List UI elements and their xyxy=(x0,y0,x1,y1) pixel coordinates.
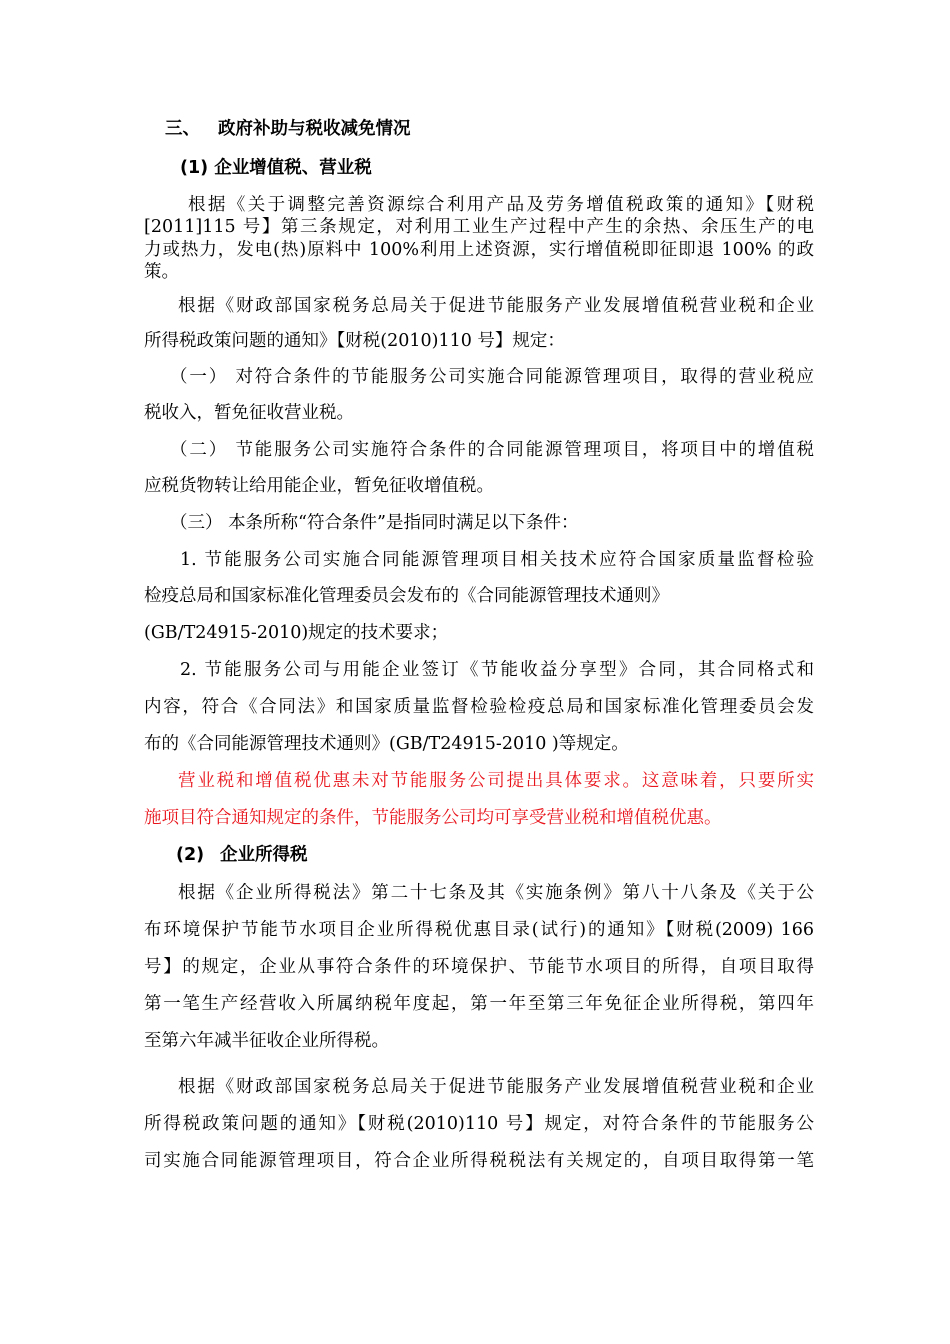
section-heading-title: 政府补助与税收减免情况 xyxy=(218,119,411,139)
paragraph-line: 税收入，暂免征收营业税。 xyxy=(144,403,354,423)
paragraph-line: 根据《关于调整完善资源综合利用产品及劳务增值税政策的通知》【财税 xyxy=(188,195,814,215)
paragraph-line: [2011]115 号】第三条规定，对利用工业生产过程中产生的余热、余压生产的电 xyxy=(144,217,814,237)
paragraph-line: 布环境保护节能节水项目企业所得税优惠目录(试行)的通知》【财税(2009) 166 xyxy=(144,920,814,940)
paragraph-line: 策。 xyxy=(144,262,179,282)
paragraph-line: 1. 节能服务公司实施合同能源管理项目相关技术应符合国家质量监督检验 xyxy=(180,550,814,570)
paragraph-line: （二） 节能服务公司实施符合条件的合同能源管理项目，将项目中的增值税 xyxy=(170,440,814,460)
paragraph-line: 根据《企业所得税法》第二十七条及其《实施条例》第八十八条及《关于公 xyxy=(178,883,814,903)
paragraph-line: 力或热力，发电(热)原料中 100%利用上述资源，实行增值税即征即退 100% 的政 xyxy=(144,240,814,260)
subsection-1-heading: (1) 企业增值税、营业税 xyxy=(180,158,372,178)
highlighted-paragraph-line: 营业税和增值税优惠未对节能服务公司提出具体要求。这意味着，只要所实 xyxy=(178,771,814,791)
paragraph-line: 号】的规定，企业从事符合条件的环境保护、节能节水项目的所得，自项目取得 xyxy=(144,957,814,977)
paragraph-line: 根据《财政部国家税务总局关于促进节能服务产业发展增值税营业税和企业 xyxy=(178,296,814,316)
paragraph-line: （一） 对符合条件的节能服务公司实施合同能源管理项目，取得的营业税应 xyxy=(170,367,814,387)
section-heading-number: 三、 xyxy=(165,119,200,139)
highlighted-paragraph-line: 施项目符合通知规定的条件，节能服务公司均可享受营业税和增值税优惠。 xyxy=(144,808,722,828)
paragraph-line: 所得税政策问题的通知》【财税(2010)110 号】规定： xyxy=(144,331,565,351)
paragraph-line: 应税货物转让给用能企业，暂免征收增值税。 xyxy=(144,476,494,496)
paragraph-line: 第一笔生产经营收入所属纳税年度起，第一年至第三年免征企业所得税，第四年 xyxy=(144,994,814,1014)
paragraph-line: 内容，符合《合同法》和国家质量监督检验检疫总局和国家标准化管理委员会发 xyxy=(144,697,814,717)
paragraph-line: 所得税政策问题的通知》【财税(2010)110 号】规定，对符合条件的节能服务公 xyxy=(144,1114,814,1134)
paragraph-line: 根据《财政部国家税务总局关于促进节能服务产业发展增值税营业税和企业 xyxy=(178,1077,814,1097)
paragraph-line: 布的《合同能源管理技术通则》(GB/T24915-2010 )等规定。 xyxy=(144,734,629,754)
paragraph-line: （三） 本条所称“符合条件”是指同时满足以下条件： xyxy=(170,513,579,533)
subsection-2-number: (2) xyxy=(176,845,205,865)
subsection-2-title: 企业所得税 xyxy=(220,845,308,865)
paragraph-line: 检疫总局和国家标准化管理委员会发布的《合同能源管理技术通则》 xyxy=(144,586,669,606)
paragraph-line: 司实施合同能源管理项目，符合企业所得税税法有关规定的，自项目取得第一笔 xyxy=(144,1151,814,1171)
paragraph-line: (GB/T24915-2010)规定的技术要求； xyxy=(144,623,449,643)
paragraph-line: 至第六年减半征收企业所得税。 xyxy=(144,1031,389,1051)
paragraph-line: 2. 节能服务公司与用能企业签订《节能收益分享型》合同，其合同格式和 xyxy=(180,660,814,680)
